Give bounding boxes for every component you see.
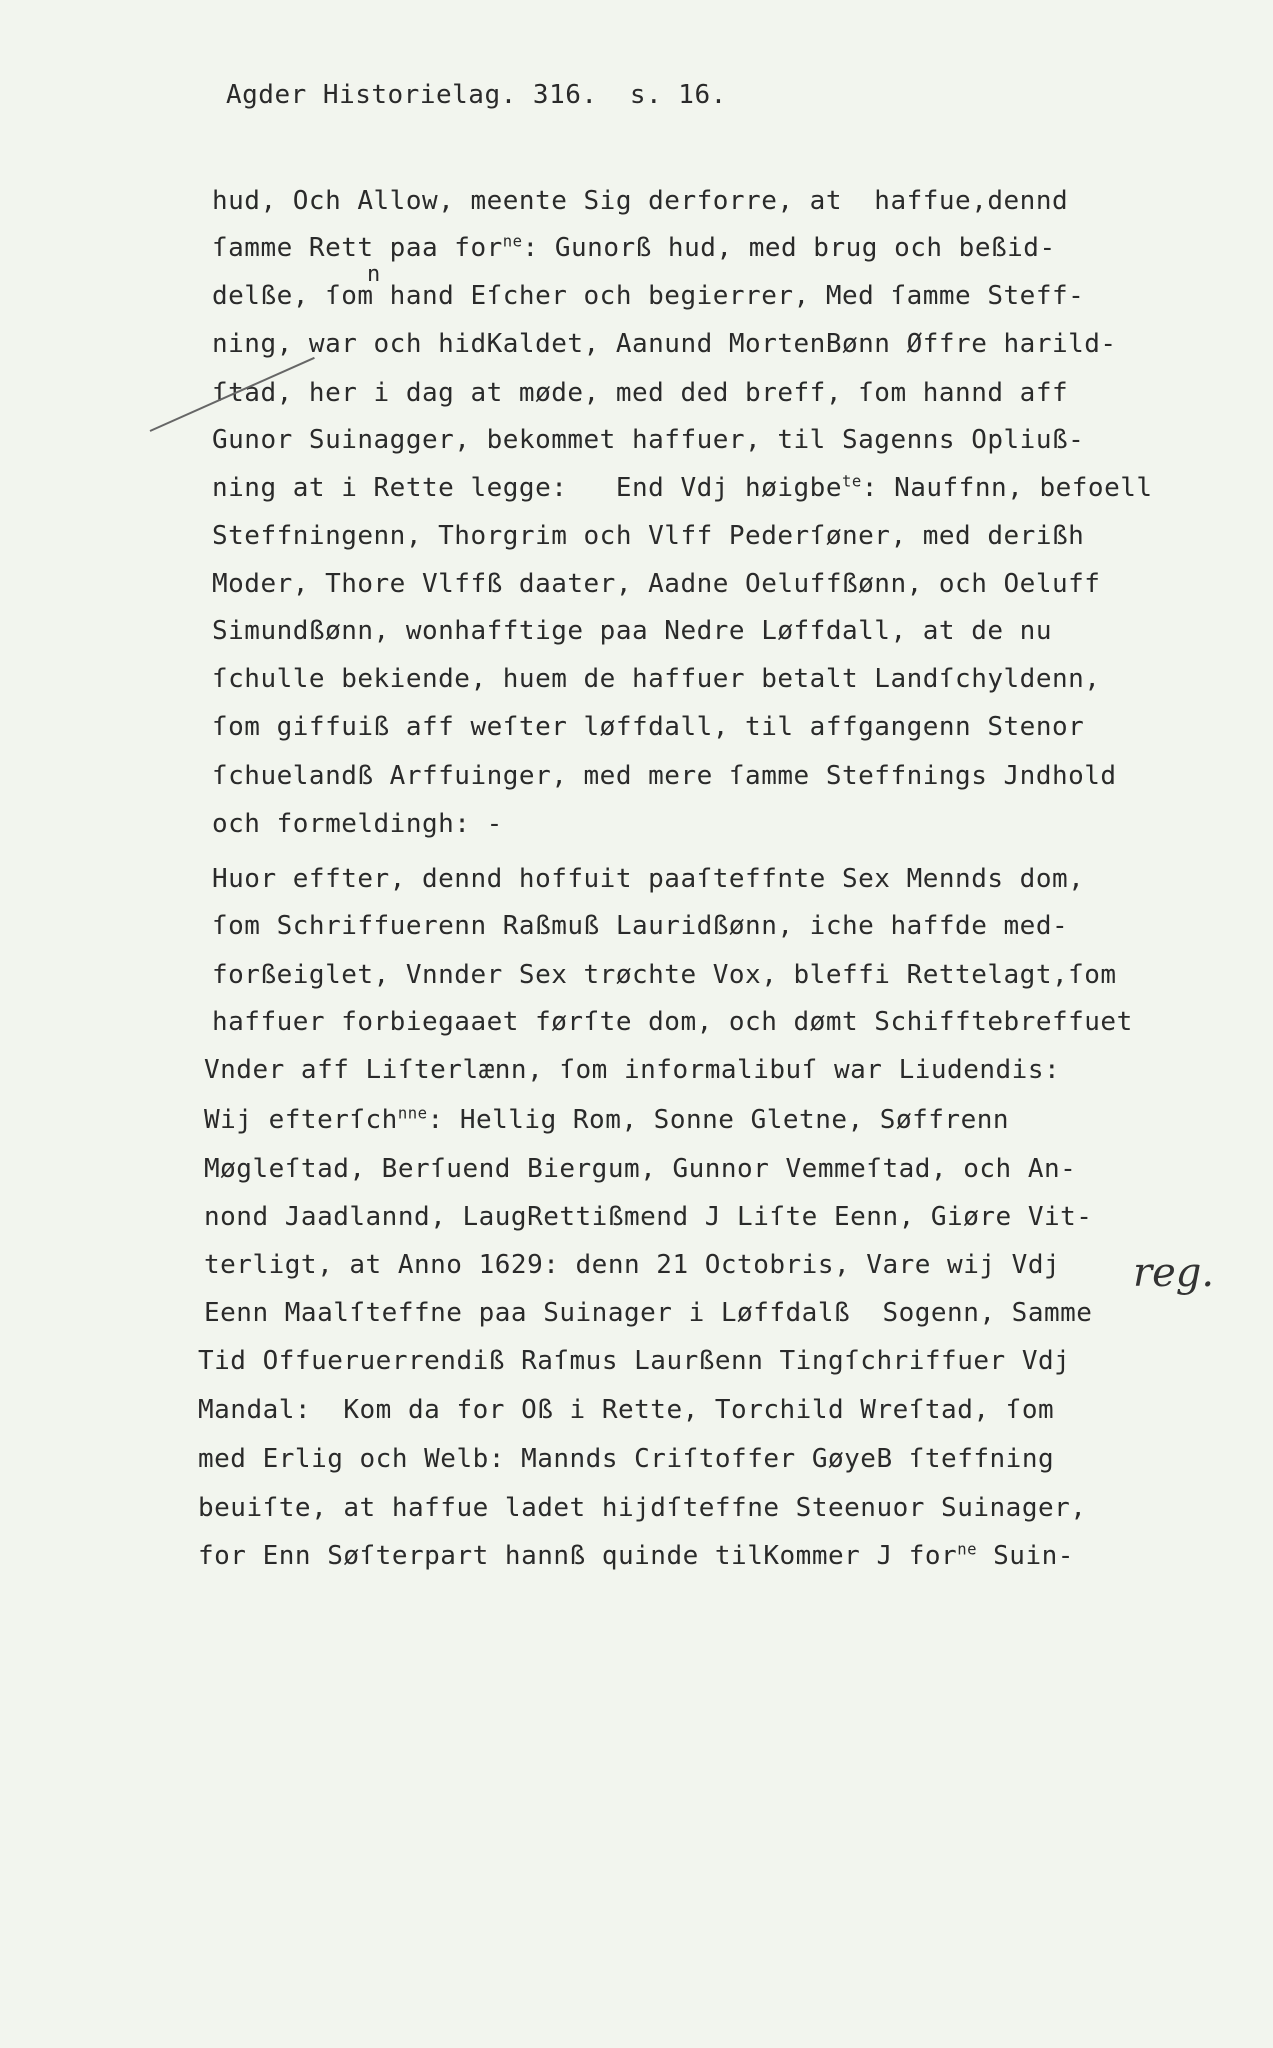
text-line: delße, ſom hand Eſcher och begierrer, Med ſamme Steff- (212, 281, 1085, 311)
text-line: Vnder aff Liſterlænn, ſom informalibuſ war Liudendis: (204, 1055, 1061, 1085)
text-line: Møgleſtad, Berſuend Biergum, Gunnor Vemmeſtad, och An- (204, 1154, 1077, 1184)
insert-mark: n (367, 262, 381, 287)
text-line: Simundßønn, wonhafftige paa Nedre Løffdall, at de nu (212, 616, 1052, 646)
margin-note: reg. (1133, 1250, 1215, 1296)
text-line: ning, war och hidKaldet, Aanund MortenBønn Øffre harild- (212, 329, 1117, 359)
text-line: Gunor Suinagger, bekommet haffuer, til Sagenns Opliuß- (212, 425, 1085, 455)
text-line: for Enn Søſterpart hannß quinde tilKommer J for$^{ne}$ Suin- (198, 1540, 1074, 1571)
text-line: ſom Schriffuerenn Raßmuß Lauridßønn, iche haffde med- (212, 911, 1069, 941)
text-line: haffuer forbiegaaet førſte dom, och dømt Schifftebreffuet (212, 1007, 1133, 1037)
text-line: ſom giffuiß aff weſter løffdall, til affgangenn Stenor (212, 712, 1085, 742)
text-line: beuiſte, at haffue ladet hijdſteffne Steenuor Suinager, (198, 1493, 1087, 1523)
text-line: ſamme Rett paa for$^{ne}$: Gunorß hud, med brug och beßid- (212, 232, 1056, 263)
text-line: med Erlig och Welb: Mannds Criſtoffer GøyeB ſteffning (198, 1444, 1055, 1474)
text-line: ning at i Rette legge: End Vdj høigbe$^{te}$: Nauffnn, befoell (212, 472, 1153, 503)
text-line: Tid Offueruerrendiß Raſmus Laurßenn Tingſchriffuer Vdj (198, 1346, 1071, 1376)
text-line: nond Jaadlannd, LaugRettißmend J Liſte Eenn, Giøre Vit- (204, 1202, 1093, 1232)
text-line: Eenn Maalſteffne paa Suinager i Løffdalß Sogenn, Samme (204, 1298, 1093, 1328)
text-line: terligt, at Anno 1629: denn 21 Octobris, Vare wij Vdj (204, 1250, 1061, 1280)
text-line: Mandal: Kom da for Oß i Rette, Torchild Wreſtad, ſom (198, 1395, 1055, 1425)
text-line: Moder, Thore Vlffß daater, Aadne Oeluffßønn, och Oeluff (212, 569, 1101, 599)
text-line: ſtad, her i dag at møde, med ded breff, ſom hannd aff (212, 378, 1069, 408)
text-line: ſchuelandß Arffuinger, med mere ſamme Steffnings Jndhold (212, 761, 1117, 791)
text-line: hud, Och Allow, meente Sig derforre, at haffue,dennd (212, 186, 1069, 216)
page-header: Agder Historielag. 316. s. 16. (226, 80, 727, 110)
text-line: Wij efterſch$^{nne}$: Hellig Rom, Sonne Gletne, Søffrenn (204, 1104, 1010, 1135)
text-line: forßeiglet, Vnnder Sex trøchte Vox, bleffi Rettelagt,ſom (212, 960, 1117, 990)
text-line: Steffningenn, Thorgrim och Vlff Pederſøner, med derißh (212, 521, 1085, 551)
text-line: ſchulle bekiende, huem de haffuer betalt Landſchyldenn, (212, 664, 1101, 694)
text-line: Huor effter, dennd hoffuit paaſteffnte Sex Mennds dom, (212, 864, 1085, 894)
text-line: och formeldingh: - (212, 809, 503, 839)
